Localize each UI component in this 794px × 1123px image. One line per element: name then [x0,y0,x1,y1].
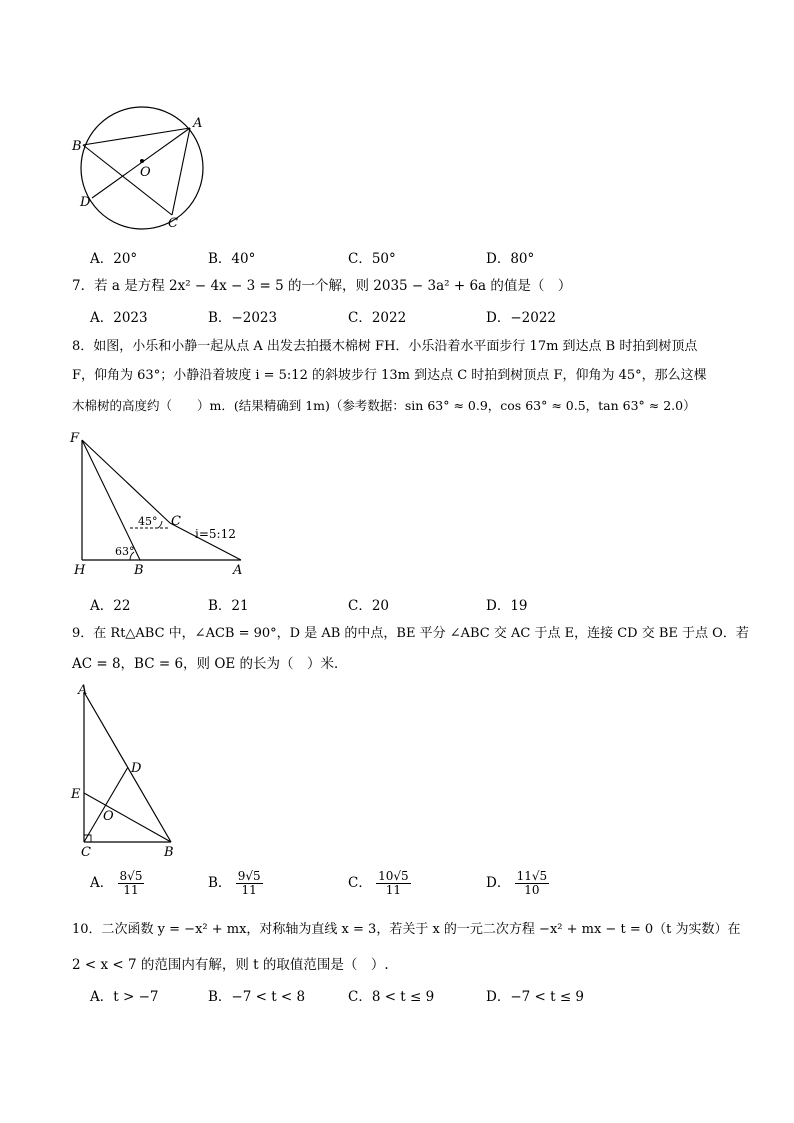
q6-option-c[interactable]: C．50° [348,251,396,267]
q9-option-b-label: B． [208,875,232,891]
label-b: B [164,845,174,860]
sightline-fb [82,440,140,560]
label-b: B [134,563,144,576]
label-c: C [81,845,91,860]
q9-option-d-label: D． [486,875,511,891]
q9-option-d-fraction: $\frac{11√5}{10}$ [516,869,548,897]
label-a: A [233,563,243,576]
q9-option-c-label: C． [348,875,372,891]
q6-option-b[interactable]: B．40° [208,251,256,267]
q7-option-c[interactable]: C．2022 [348,310,407,326]
label-c: C [168,216,178,231]
q9-option-a-fraction: $\frac{8√5}{11}$ [119,869,143,897]
angle-63-label: 63° [115,545,135,558]
q9-option-b[interactable] [208,870,263,897]
q10-option-c[interactable]: C．8 < t ≤ 9 [348,989,435,1005]
q8-option-a[interactable]: A．22 [90,598,131,614]
q8-option-b[interactable]: B．21 [208,598,249,614]
q7-option-b[interactable]: B．−2023 [208,310,278,326]
q7-option-a[interactable]: A．2023 [90,310,148,326]
label-b: B [72,139,82,154]
q7-question: 7．若 a 是方程 2x² − 4x − 3 = 5 的一个解，则 2035 − 3a² + 6a 的值是（ ） [72,278,572,294]
q8-question-line1: 8．如图，小乐和小静一起从点 A 出发去拍摄木棉树 FH．小乐沿着水平面步行 17m 到达点 B 时拍到树顶点 [72,339,698,354]
label-o: O [140,165,151,180]
q10-question-line2: 2 < x < 7 的范围内有解，则 t 的取值范围是（ ）. [72,957,389,973]
circle-figure [70,100,220,232]
angle-arc-45 [158,521,162,528]
q9-option-b-fraction: $\frac{9√5}{11}$ [237,869,261,897]
triangle-figure [66,680,186,860]
q9-option-a[interactable] [90,870,144,897]
segment-ba [83,128,190,145]
q8-question-line3: 木棉树的高度约（ ）m．(结果精确到 1m)（参考数据：sin 63° ≈ 0.9，cos 63° ≈ 0.5，tan 63° ≈ 2.0） [72,398,696,413]
label-a: A [193,116,203,131]
label-d: D [80,195,91,210]
label-o: O [103,809,114,824]
label-f: F [70,431,80,446]
label-e: E [71,787,81,802]
q10-option-a[interactable]: A．t > −7 [90,989,159,1005]
q9-option-c-fraction: $\frac{10√5}{11}$ [378,869,409,897]
q9-option-c[interactable] [348,870,411,897]
slope-label: i=5:12 [195,527,236,541]
q6-option-d[interactable]: D．80° [486,251,535,267]
q8-option-d[interactable]: D．19 [486,598,528,614]
q8-option-c[interactable]: C．20 [348,598,390,614]
angle-45-label: 45° [138,515,158,528]
q7-option-d[interactable]: D．−2022 [486,310,556,326]
q8-question-line2: F，仰角为 63°；小静沿着坡度 i = 5:12 的斜坡步行 13m 到达点 C 时拍到树顶点 F，仰角为 45°，那么这棵 [72,368,707,383]
segment-cd [84,767,128,842]
q9-question-line1: 9．在 Rt△ABC 中，∠ACB = 90°，D 是 AB 的中点，BE 平分 ∠ABC 交 AC 于点 E，连接 CD 交 BE 于点 O．若 [72,626,749,641]
q10-option-d[interactable]: D．−7 < t ≤ 9 [486,989,585,1005]
q9-option-a-label: A． [90,875,114,891]
tree-figure [66,428,256,576]
sightline-fc [82,440,170,523]
q10-option-b[interactable]: B．−7 < t < 8 [208,989,306,1005]
label-h: H [74,563,86,576]
q9-option-d[interactable] [486,870,549,897]
label-c: C [171,514,181,529]
segment-ac [172,128,190,215]
q10-question-line1: 10．二次函数 y = −x² + mx，对称轴为直线 x = 3，若关于 x 的一元二次方程 −x² + mx − t = 0（t 为实数）在 [72,922,741,937]
q6-option-a[interactable]: A．20° [90,251,138,267]
label-a: A [78,683,88,698]
center-dot [140,159,144,163]
q9-question-line2: AC = 8，BC = 6，则 OE 的长为（ ）米． [72,656,348,672]
segment-be [84,793,171,842]
segment-bc [83,145,172,215]
label-d: D [131,761,142,776]
